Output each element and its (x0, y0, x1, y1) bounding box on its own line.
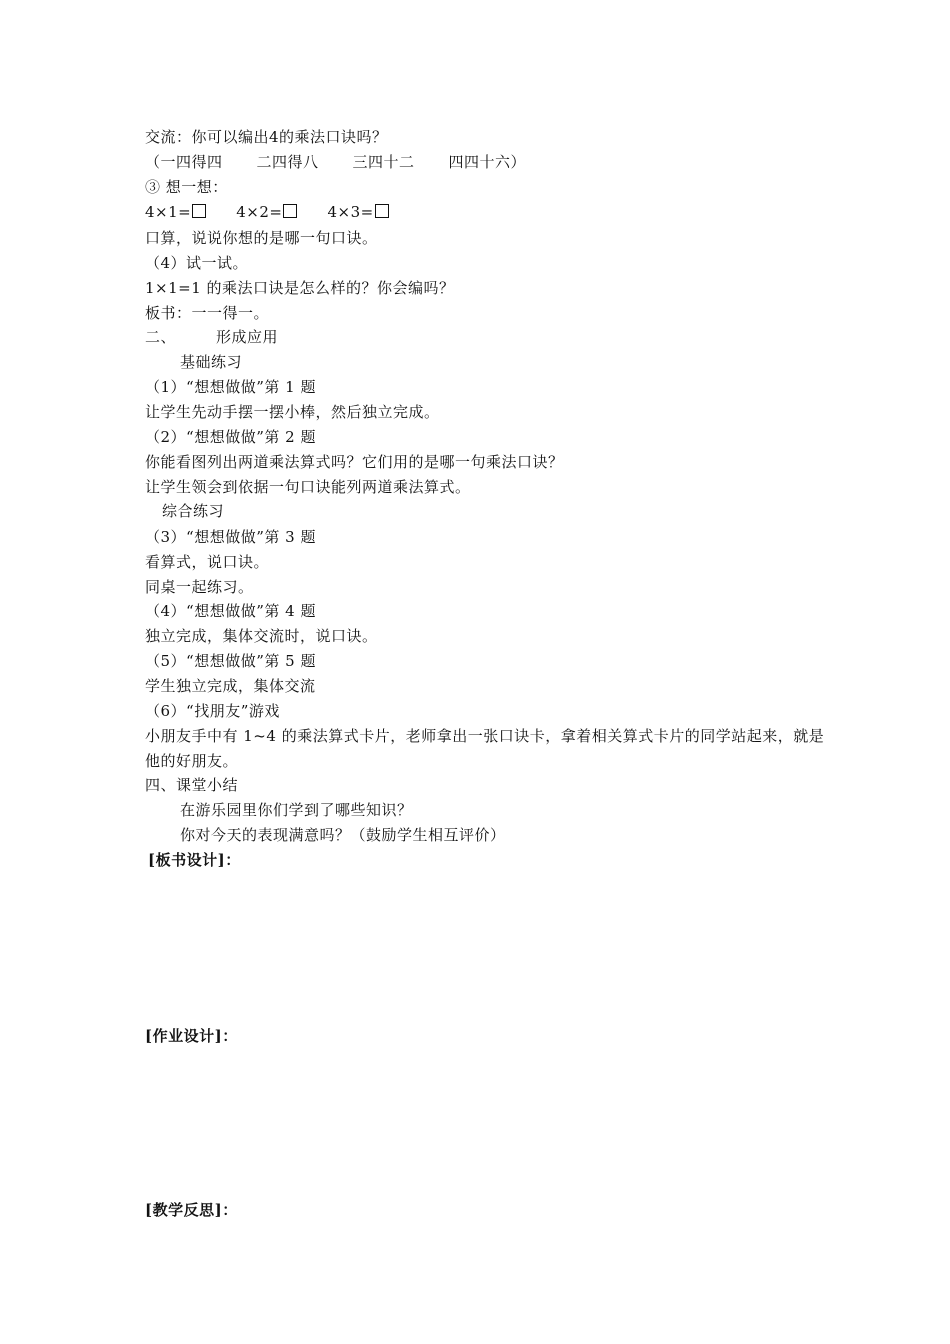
text-line-question: 1×1=1 的乘法口诀是怎么样的？你会编吗？ (145, 279, 455, 297)
text-line-multiplication-rhymes (145, 152, 526, 172)
rhyme-4: 四四十六） (448, 153, 527, 171)
rhyme-2: 二四得八 (256, 153, 319, 171)
text-line-game-desc: 小朋友手中有 1~4 的乘法算式卡片，老师拿出一张口诀卡，拿着相关算式卡片的同学站起来，就是他的好朋友。 (145, 727, 825, 770)
section-heading-summary: 四、课堂小结 (145, 776, 239, 794)
subheading-basic-practice: 基础练习 (180, 353, 243, 371)
heading-homework-design: [作业设计]： (145, 1027, 238, 1045)
text-line-exercise-1-desc: 让学生先动手摆一摆小棒，然后独立完成。 (145, 403, 440, 421)
answer-box-icon (192, 204, 206, 218)
text-line-game: （6）“找朋友”游戏 (145, 702, 280, 720)
text-line-mental-math: 口算，说说你想的是哪一句口诀。 (145, 229, 378, 247)
rhyme-1: （一四得四 (145, 153, 223, 171)
section-title: 形成应用 (216, 328, 279, 346)
equation-1: 4×1= (145, 203, 192, 221)
text-line-exercise-4: （4）“想想做做”第 4 题 (145, 602, 316, 620)
text-line-exercise-2-desc: 让学生领会到依据一句口诀能列两道乘法算式。 (145, 478, 471, 496)
text-line-exchange: 交流：你可以编出4的乘法口诀吗？ (145, 128, 388, 146)
text-line-summary-evaluation: 你对今天的表现满意吗？（鼓励学生相互评价） (180, 826, 506, 844)
text-line-exercise-3-pairs: 同桌一起练习。 (145, 578, 254, 596)
text-line-exercise-5-desc: 学生独立完成，集体交流 (145, 677, 316, 695)
text-line-exercise-3: （3）“想想做做”第 3 题 (145, 528, 316, 546)
text-line-exercise-2-question: 你能看图列出两道乘法算式吗？它们用的是哪一句乘法口诀？ (145, 453, 564, 471)
answer-box-icon (375, 204, 389, 218)
text-line-exercise-3-desc: 看算式，说口诀。 (145, 553, 270, 571)
text-line-equations (145, 202, 389, 222)
text-line-try: （4）试一试。 (145, 254, 249, 272)
text-line-exercise-1: （1）“想想做做”第 1 题 (145, 378, 316, 396)
section-heading-application (145, 327, 278, 347)
text-line-summary-question: 在游乐园里你们学到了哪些知识？ (180, 801, 413, 819)
heading-board-design: [板书设计]： (148, 851, 241, 869)
section-number: 二、 (145, 328, 177, 346)
answer-box-icon (283, 204, 297, 218)
text-line-exercise-4-desc: 独立完成，集体交流时，说口诀。 (145, 627, 378, 645)
heading-teaching-reflection: [教学反思]： (145, 1201, 238, 1219)
text-line-exercise-2: （2）“想想做做”第 2 题 (145, 428, 316, 446)
equation-2: 4×2= (236, 203, 283, 221)
equation-3: 4×3= (327, 203, 374, 221)
text-line-think: ③ 想一想： (145, 178, 228, 196)
subheading-comprehensive-practice: 综合练习 (162, 502, 225, 520)
text-line-exercise-5: （5）“想想做做”第 5 题 (145, 652, 316, 670)
text-line-board: 板书：一一得一。 (145, 304, 270, 322)
rhyme-3: 三四十二 (352, 153, 415, 171)
